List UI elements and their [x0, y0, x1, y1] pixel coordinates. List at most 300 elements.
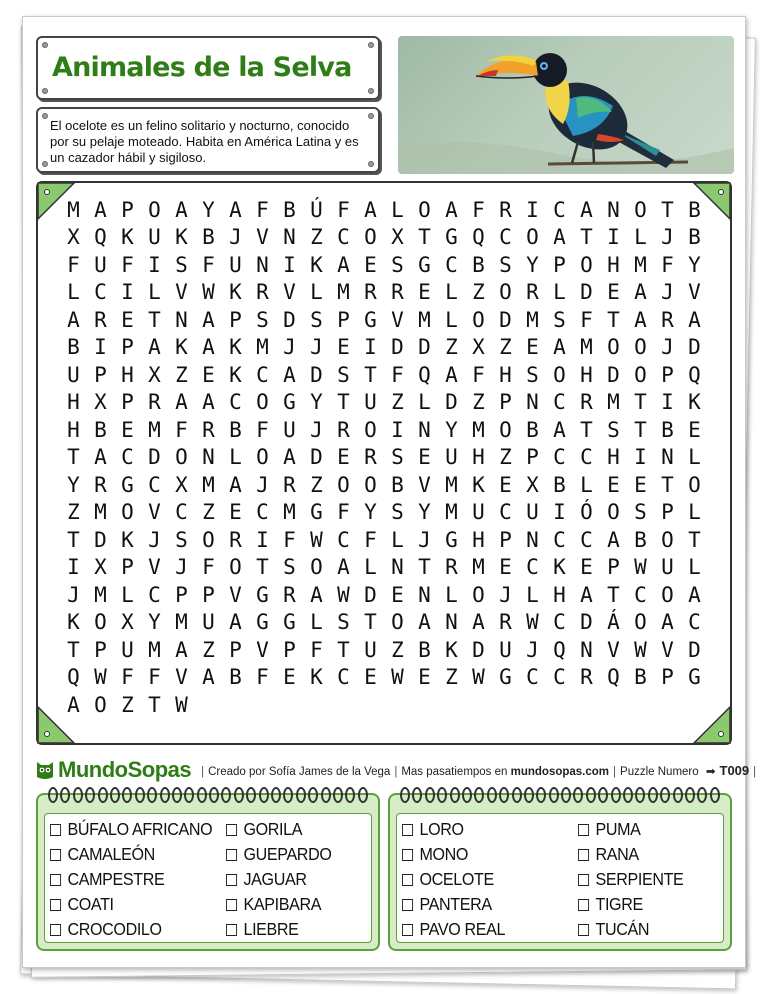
- grid-letter[interactable]: E: [634, 472, 647, 497]
- grid-letter[interactable]: U: [229, 252, 242, 277]
- grid-letter[interactable]: S: [607, 417, 620, 442]
- grid-letter[interactable]: J: [283, 335, 296, 360]
- grid-letter[interactable]: H: [607, 445, 620, 470]
- grid-letter[interactable]: Y: [67, 472, 80, 497]
- grid-letter[interactable]: L: [688, 555, 701, 580]
- grid-letter[interactable]: Z: [445, 335, 458, 360]
- grid-letter[interactable]: P: [121, 197, 134, 222]
- grid-letter[interactable]: A: [688, 582, 701, 607]
- grid-letter[interactable]: K: [553, 555, 566, 580]
- grid-letter[interactable]: T: [580, 417, 593, 442]
- grid-letter[interactable]: G: [283, 610, 296, 635]
- grid-letter[interactable]: P: [94, 637, 107, 662]
- grid-letter[interactable]: E: [499, 472, 512, 497]
- grid-letter[interactable]: F: [310, 637, 323, 662]
- word-item[interactable]: [50, 870, 212, 889]
- grid-letter[interactable]: K: [175, 335, 188, 360]
- grid-letter[interactable]: F: [283, 527, 296, 552]
- grid-letter[interactable]: G: [121, 472, 134, 497]
- grid-letter[interactable]: V: [283, 280, 296, 305]
- grid-letter[interactable]: A: [337, 555, 350, 580]
- grid-letter[interactable]: C: [256, 500, 269, 525]
- checkbox[interactable]: [226, 874, 237, 886]
- grid-letter[interactable]: W: [472, 665, 485, 690]
- grid-letter[interactable]: A: [94, 197, 107, 222]
- grid-letter[interactable]: L: [148, 280, 161, 305]
- grid-letter[interactable]: P: [121, 390, 134, 415]
- grid-letter[interactable]: T: [67, 637, 80, 662]
- grid-letter[interactable]: C: [553, 665, 566, 690]
- grid-letter[interactable]: Y: [526, 252, 539, 277]
- grid-letter[interactable]: M: [202, 472, 215, 497]
- grid-letter[interactable]: J: [175, 555, 188, 580]
- grid-letter[interactable]: D: [310, 362, 323, 387]
- grid-letter[interactable]: T: [67, 527, 80, 552]
- grid-letter[interactable]: A: [175, 197, 188, 222]
- grid-letter[interactable]: I: [364, 335, 377, 360]
- grid-letter[interactable]: S: [175, 252, 188, 277]
- word-item[interactable]: [50, 895, 212, 914]
- grid-letter[interactable]: S: [526, 362, 539, 387]
- grid-letter[interactable]: O: [94, 692, 107, 717]
- grid-letter[interactable]: E: [418, 280, 431, 305]
- checkbox[interactable]: [50, 874, 61, 886]
- grid-letter[interactable]: G: [688, 665, 701, 690]
- grid-letter[interactable]: E: [607, 280, 620, 305]
- word-item[interactable]: [578, 820, 683, 839]
- grid-letter[interactable]: C: [526, 665, 539, 690]
- grid-letter[interactable]: E: [391, 582, 404, 607]
- grid-letter[interactable]: B: [661, 417, 674, 442]
- grid-letter[interactable]: F: [202, 252, 215, 277]
- grid-letter[interactable]: I: [94, 335, 107, 360]
- grid-letter[interactable]: O: [175, 445, 188, 470]
- grid-letter[interactable]: S: [175, 527, 188, 552]
- grid-letter[interactable]: C: [256, 362, 269, 387]
- grid-letter[interactable]: O: [121, 500, 134, 525]
- grid-letter[interactable]: B: [229, 417, 242, 442]
- grid-letter[interactable]: Y: [202, 197, 215, 222]
- grid-letter[interactable]: Z: [310, 225, 323, 250]
- checkbox[interactable]: [578, 924, 589, 936]
- grid-letter[interactable]: M: [67, 197, 80, 222]
- grid-letter[interactable]: G: [418, 252, 431, 277]
- grid-letter[interactable]: Ó: [580, 500, 593, 525]
- grid-letter[interactable]: W: [94, 665, 107, 690]
- grid-letter[interactable]: F: [661, 252, 674, 277]
- grid-letter[interactable]: L: [688, 500, 701, 525]
- grid-letter[interactable]: E: [418, 665, 431, 690]
- grid-letter[interactable]: U: [148, 225, 161, 250]
- word-item[interactable]: [226, 820, 331, 839]
- grid-letter[interactable]: F: [391, 362, 404, 387]
- grid-letter[interactable]: B: [229, 665, 242, 690]
- grid-letter[interactable]: A: [202, 307, 215, 332]
- grid-letter[interactable]: B: [688, 197, 701, 222]
- grid-letter[interactable]: Y: [148, 610, 161, 635]
- grid-letter[interactable]: S: [553, 307, 566, 332]
- grid-letter[interactable]: R: [283, 472, 296, 497]
- grid-letter[interactable]: E: [229, 500, 242, 525]
- grid-letter[interactable]: O: [364, 225, 377, 250]
- grid-letter[interactable]: A: [607, 527, 620, 552]
- grid-letter[interactable]: O: [472, 307, 485, 332]
- grid-letter[interactable]: L: [445, 582, 458, 607]
- grid-letter[interactable]: X: [67, 225, 80, 250]
- grid-letter[interactable]: J: [418, 527, 431, 552]
- grid-letter[interactable]: Z: [472, 280, 485, 305]
- grid-letter[interactable]: D: [94, 527, 107, 552]
- grid-letter[interactable]: V: [175, 280, 188, 305]
- grid-letter[interactable]: A: [688, 307, 701, 332]
- grid-letter[interactable]: C: [175, 500, 188, 525]
- grid-letter[interactable]: N: [661, 445, 674, 470]
- checkbox[interactable]: [402, 824, 413, 836]
- grid-letter[interactable]: E: [580, 555, 593, 580]
- grid-letter[interactable]: T: [337, 390, 350, 415]
- grid-letter[interactable]: Q: [553, 637, 566, 662]
- checkbox[interactable]: [402, 899, 413, 911]
- grid-letter[interactable]: D: [310, 445, 323, 470]
- grid-letter[interactable]: P: [661, 362, 674, 387]
- grid-letter[interactable]: Z: [445, 665, 458, 690]
- grid-letter[interactable]: C: [337, 527, 350, 552]
- grid-letter[interactable]: U: [445, 445, 458, 470]
- grid-letter[interactable]: J: [67, 582, 80, 607]
- grid-letter[interactable]: O: [688, 472, 701, 497]
- grid-letter[interactable]: L: [553, 280, 566, 305]
- grid-letter[interactable]: A: [634, 307, 647, 332]
- grid-letter[interactable]: S: [310, 307, 323, 332]
- grid-letter[interactable]: R: [94, 472, 107, 497]
- grid-letter[interactable]: O: [553, 362, 566, 387]
- grid-letter[interactable]: Y: [310, 390, 323, 415]
- grid-letter[interactable]: A: [310, 582, 323, 607]
- grid-letter[interactable]: O: [634, 610, 647, 635]
- grid-letter[interactable]: D: [283, 307, 296, 332]
- grid-letter[interactable]: R: [499, 197, 512, 222]
- grid-letter[interactable]: C: [580, 445, 593, 470]
- grid-letter[interactable]: A: [229, 197, 242, 222]
- grid-letter[interactable]: X: [175, 472, 188, 497]
- grid-letter[interactable]: X: [121, 610, 134, 635]
- grid-letter[interactable]: U: [661, 555, 674, 580]
- grid-letter[interactable]: K: [229, 280, 242, 305]
- grid-letter[interactable]: O: [661, 527, 674, 552]
- grid-letter[interactable]: P: [337, 307, 350, 332]
- grid-letter[interactable]: C: [445, 252, 458, 277]
- grid-letter[interactable]: E: [121, 307, 134, 332]
- grid-letter[interactable]: W: [526, 610, 539, 635]
- grid-letter[interactable]: A: [67, 307, 80, 332]
- grid-letter[interactable]: W: [634, 555, 647, 580]
- grid-letter[interactable]: T: [256, 555, 269, 580]
- grid-letter[interactable]: E: [607, 472, 620, 497]
- grid-letter[interactable]: U: [94, 252, 107, 277]
- word-item[interactable]: [402, 845, 505, 864]
- grid-letter[interactable]: U: [526, 500, 539, 525]
- grid-letter[interactable]: F: [175, 417, 188, 442]
- grid-letter[interactable]: C: [148, 582, 161, 607]
- grid-letter[interactable]: S: [391, 252, 404, 277]
- grid-letter[interactable]: X: [391, 225, 404, 250]
- grid-letter[interactable]: Y: [688, 252, 701, 277]
- grid-letter[interactable]: V: [256, 637, 269, 662]
- grid-letter[interactable]: O: [634, 362, 647, 387]
- grid-letter[interactable]: C: [526, 555, 539, 580]
- grid-letter[interactable]: E: [364, 665, 377, 690]
- grid-letter[interactable]: O: [607, 335, 620, 360]
- grid-letter[interactable]: G: [364, 307, 377, 332]
- grid-letter[interactable]: I: [256, 527, 269, 552]
- grid-letter[interactable]: M: [580, 335, 593, 360]
- checkbox[interactable]: [578, 849, 589, 861]
- grid-letter[interactable]: K: [121, 527, 134, 552]
- grid-letter[interactable]: T: [661, 197, 674, 222]
- grid-letter[interactable]: A: [418, 610, 431, 635]
- grid-letter[interactable]: G: [256, 582, 269, 607]
- word-item[interactable]: [402, 895, 505, 914]
- grid-letter[interactable]: J: [310, 417, 323, 442]
- grid-letter[interactable]: Z: [121, 692, 134, 717]
- grid-letter[interactable]: P: [229, 637, 242, 662]
- grid-letter[interactable]: U: [472, 500, 485, 525]
- grid-letter[interactable]: N: [418, 582, 431, 607]
- grid-letter[interactable]: B: [553, 472, 566, 497]
- checkbox[interactable]: [50, 899, 61, 911]
- grid-letter[interactable]: Z: [499, 445, 512, 470]
- grid-letter[interactable]: B: [67, 335, 80, 360]
- grid-letter[interactable]: H: [472, 445, 485, 470]
- grid-letter[interactable]: V: [148, 555, 161, 580]
- grid-letter[interactable]: O: [256, 390, 269, 415]
- grid-letter[interactable]: W: [634, 637, 647, 662]
- grid-letter[interactable]: R: [526, 280, 539, 305]
- grid-letter[interactable]: V: [391, 307, 404, 332]
- grid-letter[interactable]: A: [202, 335, 215, 360]
- word-item[interactable]: [226, 920, 331, 939]
- word-item[interactable]: [50, 845, 212, 864]
- checkbox[interactable]: [50, 849, 61, 861]
- grid-letter[interactable]: L: [67, 280, 80, 305]
- letter-grid[interactable]: [60, 196, 708, 730]
- grid-letter[interactable]: A: [661, 610, 674, 635]
- grid-letter[interactable]: U: [67, 362, 80, 387]
- grid-letter[interactable]: N: [175, 307, 188, 332]
- grid-letter[interactable]: H: [67, 390, 80, 415]
- grid-letter[interactable]: L: [688, 445, 701, 470]
- grid-letter[interactable]: V: [256, 225, 269, 250]
- grid-letter[interactable]: L: [391, 197, 404, 222]
- grid-letter[interactable]: R: [337, 417, 350, 442]
- grid-letter[interactable]: L: [418, 390, 431, 415]
- grid-letter[interactable]: R: [499, 610, 512, 635]
- grid-letter[interactable]: L: [391, 527, 404, 552]
- checkbox[interactable]: [50, 924, 61, 936]
- grid-letter[interactable]: B: [472, 252, 485, 277]
- grid-letter[interactable]: M: [418, 307, 431, 332]
- grid-letter[interactable]: J: [310, 335, 323, 360]
- grid-letter[interactable]: Z: [67, 500, 80, 525]
- grid-letter[interactable]: M: [472, 417, 485, 442]
- grid-letter[interactable]: A: [175, 390, 188, 415]
- grid-letter[interactable]: B: [283, 197, 296, 222]
- grid-letter[interactable]: X: [526, 472, 539, 497]
- grid-letter[interactable]: U: [364, 637, 377, 662]
- grid-letter[interactable]: A: [229, 472, 242, 497]
- grid-letter[interactable]: A: [202, 665, 215, 690]
- grid-letter[interactable]: P: [607, 555, 620, 580]
- grid-letter[interactable]: V: [418, 472, 431, 497]
- grid-letter[interactable]: T: [418, 225, 431, 250]
- grid-letter[interactable]: Q: [688, 362, 701, 387]
- grid-letter[interactable]: V: [607, 637, 620, 662]
- grid-letter[interactable]: A: [472, 610, 485, 635]
- grid-letter[interactable]: L: [229, 445, 242, 470]
- grid-letter[interactable]: R: [256, 280, 269, 305]
- grid-letter[interactable]: Á: [607, 610, 620, 635]
- checkbox[interactable]: [226, 899, 237, 911]
- grid-letter[interactable]: A: [553, 417, 566, 442]
- grid-letter[interactable]: T: [607, 582, 620, 607]
- grid-letter[interactable]: C: [553, 197, 566, 222]
- grid-letter[interactable]: C: [94, 280, 107, 305]
- grid-letter[interactable]: F: [148, 665, 161, 690]
- grid-letter[interactable]: F: [67, 252, 80, 277]
- checkbox[interactable]: [578, 824, 589, 836]
- grid-letter[interactable]: D: [472, 637, 485, 662]
- grid-letter[interactable]: V: [148, 500, 161, 525]
- grid-letter[interactable]: P: [661, 500, 674, 525]
- grid-letter[interactable]: S: [256, 307, 269, 332]
- grid-letter[interactable]: O: [256, 445, 269, 470]
- grid-letter[interactable]: P: [499, 390, 512, 415]
- grid-letter[interactable]: T: [607, 307, 620, 332]
- grid-letter[interactable]: E: [283, 665, 296, 690]
- word-item[interactable]: [578, 845, 683, 864]
- checkbox[interactable]: [402, 849, 413, 861]
- word-item[interactable]: [50, 920, 212, 939]
- grid-letter[interactable]: M: [634, 252, 647, 277]
- grid-letter[interactable]: N: [391, 555, 404, 580]
- grid-letter[interactable]: P: [121, 335, 134, 360]
- grid-letter[interactable]: N: [607, 197, 620, 222]
- grid-letter[interactable]: D: [364, 582, 377, 607]
- grid-letter[interactable]: O: [634, 197, 647, 222]
- grid-letter[interactable]: T: [337, 637, 350, 662]
- grid-letter[interactable]: F: [256, 197, 269, 222]
- grid-letter[interactable]: J: [229, 225, 242, 250]
- grid-letter[interactable]: A: [364, 197, 377, 222]
- grid-letter[interactable]: Ú: [310, 197, 323, 222]
- grid-letter[interactable]: H: [553, 582, 566, 607]
- grid-letter[interactable]: L: [526, 582, 539, 607]
- grid-letter[interactable]: F: [364, 527, 377, 552]
- grid-letter[interactable]: S: [283, 555, 296, 580]
- grid-letter[interactable]: R: [391, 280, 404, 305]
- grid-letter[interactable]: J: [256, 472, 269, 497]
- grid-letter[interactable]: Q: [472, 225, 485, 250]
- grid-letter[interactable]: A: [283, 445, 296, 470]
- grid-letter[interactable]: C: [553, 610, 566, 635]
- grid-letter[interactable]: A: [175, 637, 188, 662]
- grid-letter[interactable]: S: [499, 252, 512, 277]
- grid-letter[interactable]: H: [607, 252, 620, 277]
- grid-letter[interactable]: G: [499, 665, 512, 690]
- grid-letter[interactable]: B: [418, 637, 431, 662]
- grid-letter[interactable]: O: [202, 527, 215, 552]
- grid-letter[interactable]: T: [148, 692, 161, 717]
- grid-letter[interactable]: T: [634, 417, 647, 442]
- grid-letter[interactable]: M: [445, 472, 458, 497]
- grid-letter[interactable]: I: [526, 197, 539, 222]
- grid-letter[interactable]: I: [121, 280, 134, 305]
- grid-letter[interactable]: X: [94, 390, 107, 415]
- grid-letter[interactable]: V: [688, 280, 701, 305]
- grid-letter[interactable]: R: [148, 390, 161, 415]
- grid-letter[interactable]: H: [67, 417, 80, 442]
- checkbox[interactable]: [578, 899, 589, 911]
- grid-letter[interactable]: G: [445, 527, 458, 552]
- brand-logo[interactable]: [36, 757, 191, 783]
- grid-letter[interactable]: O: [661, 582, 674, 607]
- grid-letter[interactable]: R: [661, 307, 674, 332]
- grid-letter[interactable]: A: [67, 692, 80, 717]
- grid-letter[interactable]: C: [553, 527, 566, 552]
- grid-letter[interactable]: R: [283, 582, 296, 607]
- grid-letter[interactable]: O: [391, 610, 404, 635]
- grid-letter[interactable]: F: [472, 197, 485, 222]
- grid-letter[interactable]: Z: [175, 362, 188, 387]
- grid-letter[interactable]: R: [202, 417, 215, 442]
- word-item[interactable]: [402, 820, 505, 839]
- grid-letter[interactable]: Q: [94, 225, 107, 250]
- grid-letter[interactable]: F: [472, 362, 485, 387]
- grid-letter[interactable]: N: [526, 527, 539, 552]
- grid-letter[interactable]: O: [499, 280, 512, 305]
- grid-letter[interactable]: U: [283, 417, 296, 442]
- grid-letter[interactable]: B: [688, 225, 701, 250]
- grid-letter[interactable]: Y: [445, 417, 458, 442]
- grid-letter[interactable]: O: [229, 555, 242, 580]
- grid-letter[interactable]: O: [634, 335, 647, 360]
- grid-letter[interactable]: N: [283, 225, 296, 250]
- grid-letter[interactable]: H: [121, 362, 134, 387]
- grid-letter[interactable]: Z: [202, 500, 215, 525]
- grid-letter[interactable]: V: [229, 582, 242, 607]
- grid-letter[interactable]: C: [148, 472, 161, 497]
- grid-letter[interactable]: C: [229, 390, 242, 415]
- grid-letter[interactable]: G: [256, 610, 269, 635]
- grid-letter[interactable]: T: [688, 527, 701, 552]
- grid-letter[interactable]: Z: [391, 637, 404, 662]
- grid-letter[interactable]: M: [94, 500, 107, 525]
- grid-letter[interactable]: I: [391, 417, 404, 442]
- grid-letter[interactable]: K: [310, 252, 323, 277]
- grid-letter[interactable]: Z: [202, 637, 215, 662]
- grid-letter[interactable]: I: [607, 225, 620, 250]
- grid-letter[interactable]: K: [229, 362, 242, 387]
- grid-letter[interactable]: A: [202, 390, 215, 415]
- site-link[interactable]: mundosopas.com: [510, 765, 610, 778]
- grid-letter[interactable]: N: [445, 610, 458, 635]
- grid-letter[interactable]: M: [472, 555, 485, 580]
- grid-letter[interactable]: L: [310, 280, 323, 305]
- grid-letter[interactable]: F: [121, 665, 134, 690]
- grid-letter[interactable]: K: [688, 390, 701, 415]
- grid-letter[interactable]: T: [364, 610, 377, 635]
- grid-letter[interactable]: X: [148, 362, 161, 387]
